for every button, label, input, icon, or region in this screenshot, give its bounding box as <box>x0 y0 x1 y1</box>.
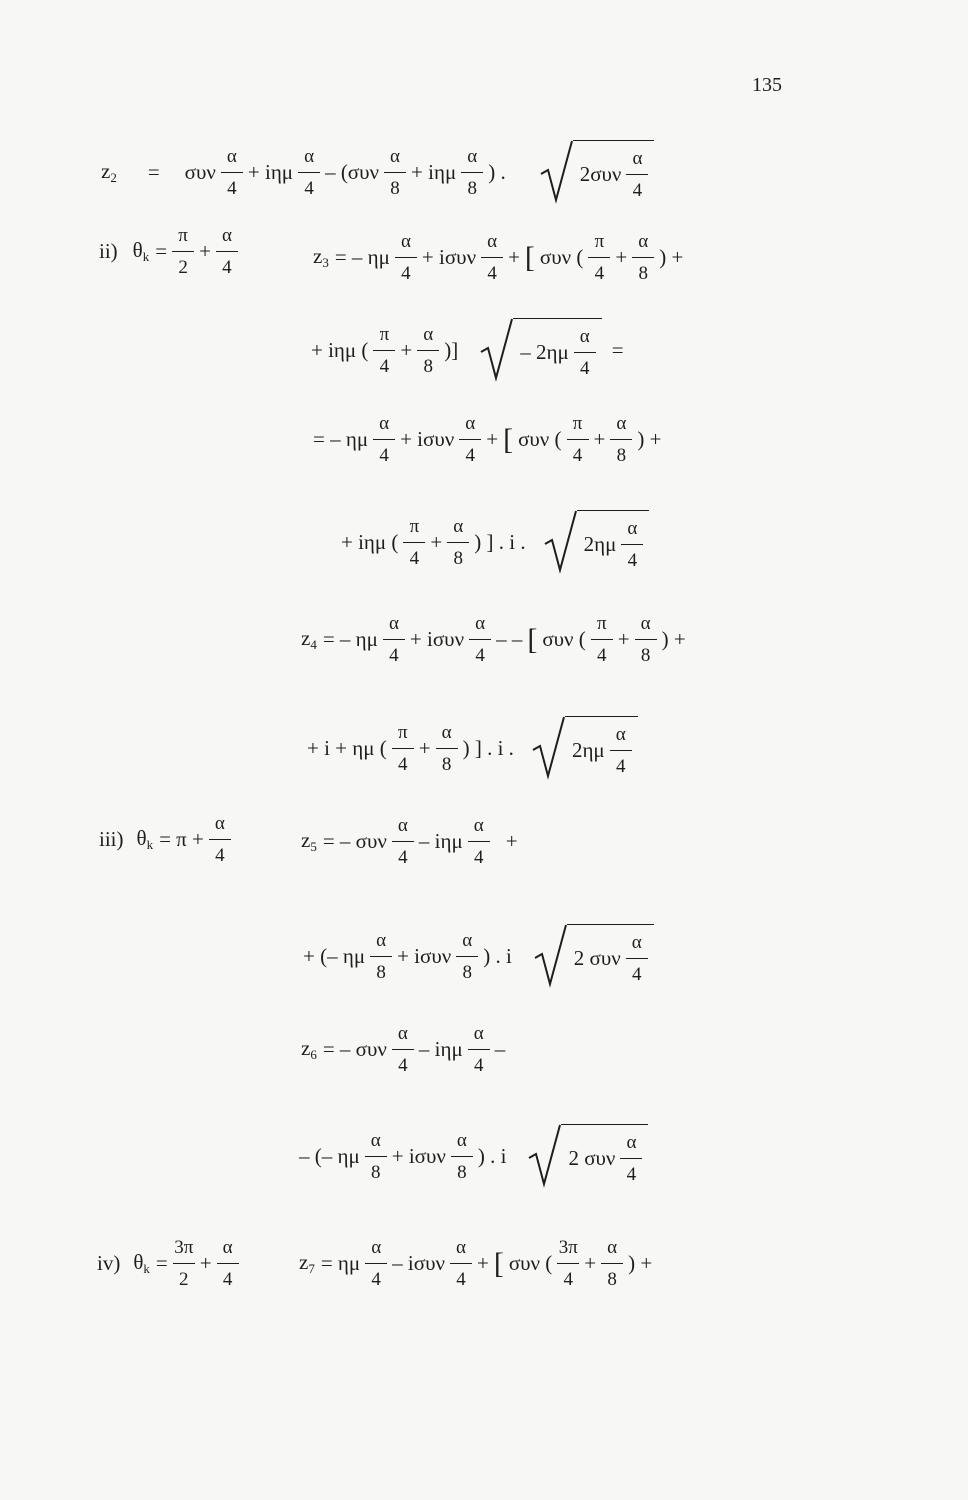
fraction: α 8 <box>365 1131 387 1182</box>
fraction: α 4 <box>459 414 481 465</box>
fraction: α 4 <box>481 232 503 283</box>
fraction: α 8 <box>447 517 469 568</box>
equation-z5-cont: + (– ημ α 8 + iσυν α 8 ) . i 2 συν α 4 <box>300 924 654 988</box>
fraction: α 4 <box>383 614 405 665</box>
fraction: α 8 <box>451 1131 473 1182</box>
equation-z3-value: = – ημ α 4 + iσυν α 4 + [ συν ( π 4 + α 8 ) + <box>313 413 662 466</box>
fraction: α 4 <box>626 149 648 200</box>
square-root: 2ημ α 4 <box>531 716 638 780</box>
fraction: π 4 <box>588 232 610 283</box>
fraction: α 4 <box>620 1133 642 1184</box>
fraction: α 4 <box>469 614 491 665</box>
fraction: α 4 <box>373 414 395 465</box>
fraction: 3π 4 <box>558 1237 578 1290</box>
fraction: π 4 <box>591 614 613 665</box>
fraction: α 8 <box>632 232 654 283</box>
fraction: α 4 <box>574 327 596 378</box>
fraction: π 4 <box>373 325 395 376</box>
square-root: 2ημ α 4 <box>543 510 650 574</box>
equation-z7: $z_7$ = ημ α 4 – iσυν α 4 + [ συν ( 3π 4 + α 8 ) + <box>299 1237 653 1290</box>
fraction: α 4 <box>217 1238 239 1289</box>
equation-z6-cont: – (– ημ α 8 + iσυν α 8 ) . i 2 συν α 4 <box>296 1124 648 1188</box>
square-root: 2 συν α 4 <box>527 1124 648 1188</box>
fraction: α 4 <box>392 816 414 867</box>
equation-z2: $z_2$ = συν α 4 + iημ α 4 – (συν α 8 + iημ α 8 ) . 2συν α 4 <box>98 140 654 204</box>
fraction: α 8 <box>370 931 392 982</box>
fraction: α 4 <box>468 1024 490 1075</box>
fraction: α 8 <box>635 614 657 665</box>
case-iii-label: iii) $\theta_k$ = π + α 4 <box>96 814 233 865</box>
fraction: α 4 <box>365 1238 387 1289</box>
fraction: α 4 <box>298 147 320 198</box>
fraction: α 4 <box>216 226 238 277</box>
fraction: π 4 <box>403 517 425 568</box>
fraction: α 4 <box>626 933 648 984</box>
fraction: α 4 <box>395 232 417 283</box>
case-ii-label: ii) $\theta_k$ = π 2 + α 4 <box>96 226 240 277</box>
equation-z3-value-cont: + iημ ( π 4 + α 8 ) ] . i . 2ημ α 4 <box>338 510 649 574</box>
fraction: π 4 <box>567 414 589 465</box>
fraction: α 4 <box>209 814 231 865</box>
fraction: α 8 <box>461 147 483 198</box>
fraction: α 4 <box>392 1024 414 1075</box>
equation-z4: $z_4$ = – ημ α 4 + iσυν α 4 – – [ συν ( π 4 + α 8 ) + <box>301 613 686 666</box>
fraction: α 8 <box>384 147 406 198</box>
equation-z4-cont: + i + ημ ( π 4 + α 8 ) ] . i . 2ημ α 4 <box>304 716 638 780</box>
fraction: 3π 2 <box>174 1237 194 1290</box>
fraction: α 4 <box>610 725 632 776</box>
equation-z5: $z_5$ = – συν α 4 – iημ α 4 + <box>301 815 518 868</box>
page-number: 135 <box>752 74 782 96</box>
fraction: α 4 <box>450 1238 472 1289</box>
square-root: 2συν α 4 <box>539 140 655 204</box>
equation-z3-cont: + iημ ( π 4 + α 8 )] – 2ημ α 4 = <box>308 318 627 382</box>
fraction: α 8 <box>456 931 478 982</box>
fraction: α 8 <box>417 325 439 376</box>
equation-z3: $z_3$ = – ημ α 4 + iσυν α 4 + [ συν ( π 4 + α 8 ) + <box>313 231 684 284</box>
fraction: π 2 <box>172 226 194 277</box>
equation-z6: $z_6$ = – συν α 4 – iημ α 4 – <box>301 1023 506 1076</box>
fraction: α 8 <box>610 414 632 465</box>
square-root: 2 συν α 4 <box>533 924 654 988</box>
fraction: α 4 <box>621 519 643 570</box>
fraction: α 4 <box>221 147 243 198</box>
fraction: α 8 <box>601 1238 623 1289</box>
fraction: π 4 <box>392 723 414 774</box>
fraction: α 8 <box>436 723 458 774</box>
fraction: α 4 <box>468 816 490 867</box>
square-root: – 2ημ α 4 <box>479 318 602 382</box>
case-iv-label: iv) $\theta_k$ = 3π 2 + α 4 <box>94 1238 241 1289</box>
